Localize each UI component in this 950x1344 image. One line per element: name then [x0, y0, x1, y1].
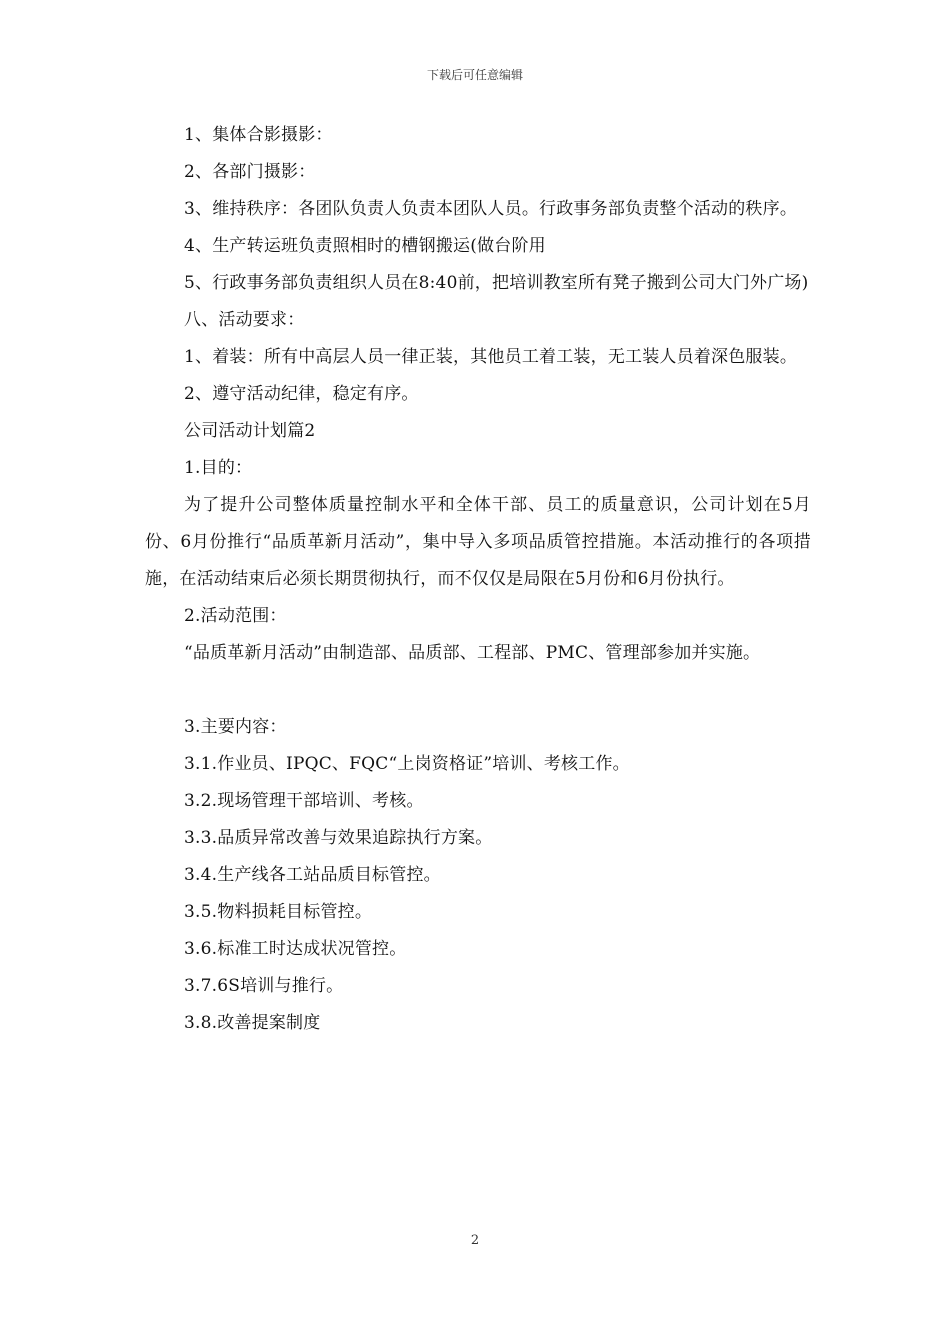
- section-heading: 2.活动范围：: [184, 606, 287, 626]
- paragraph: 为了提升公司整体质量控制水平和全体干部、员工的质量意识，公司计划在5月份、6月份推行“品质革新月活动”，集中导入多项品质管控措施。本活动推行的各项措施，在活动结束后必须长期贯彻执行，而不仅仅是局限在5月份和6月份执行。: [145, 495, 811, 589]
- paragraph: 4、生产转运班负责照相时的槽钢搬运(做台阶用: [184, 236, 546, 256]
- list-item: 3.5.物料损耗目标管控。: [184, 902, 373, 922]
- paragraph: 5、行政事务部负责组织人员在8:40前，把培训教室所有凳子搬到公司大门外广场): [184, 273, 809, 293]
- list-item: 3.4.生产线各工站品质目标管控。: [184, 865, 441, 885]
- section-heading: 1.目的：: [184, 458, 253, 478]
- list-item: 3.1.作业员、IPQC、FQC“上岗资格证”培训、考核工作。: [184, 754, 630, 774]
- list-item: 3.2.现场管理干部培训、考核。: [184, 791, 424, 811]
- document-body: [145, 117, 811, 1042]
- list-item: 3.3.品质异常改善与效果追踪执行方案。: [184, 828, 493, 848]
- paragraph: 1、着装：所有中高层人员一律正装，其他员工着工装，无工装人员着深色服装。: [184, 347, 798, 367]
- list-item: 3.8.改善提案制度: [184, 1013, 321, 1033]
- section-heading: 3.主要内容：: [184, 717, 287, 737]
- page-number: 2: [470, 1233, 480, 1248]
- section-title: 公司活动计划篇2: [184, 421, 316, 441]
- page-header: 下载后可任意编辑: [426, 68, 523, 82]
- list-item: 3.7.6S培训与推行。: [184, 976, 344, 996]
- paragraph: “品质革新月活动”由制造部、品质部、工程部、PMC、管理部参加并实施。: [184, 643, 761, 663]
- paragraph: 2、各部门摄影：: [184, 162, 316, 182]
- paragraph: 1、集体合影摄影：: [184, 125, 333, 145]
- paragraph: 3、维持秩序：各团队负责人负责本团队人员。行政事务部负责整个活动的秩序。: [184, 199, 798, 219]
- section-heading: 八、活动要求：: [184, 310, 305, 330]
- paragraph: 2、遵守活动纪律，稳定有序。: [184, 384, 419, 404]
- blank-line: [145, 672, 811, 709]
- list-item: 3.6.标准工时达成状况管控。: [184, 939, 407, 959]
